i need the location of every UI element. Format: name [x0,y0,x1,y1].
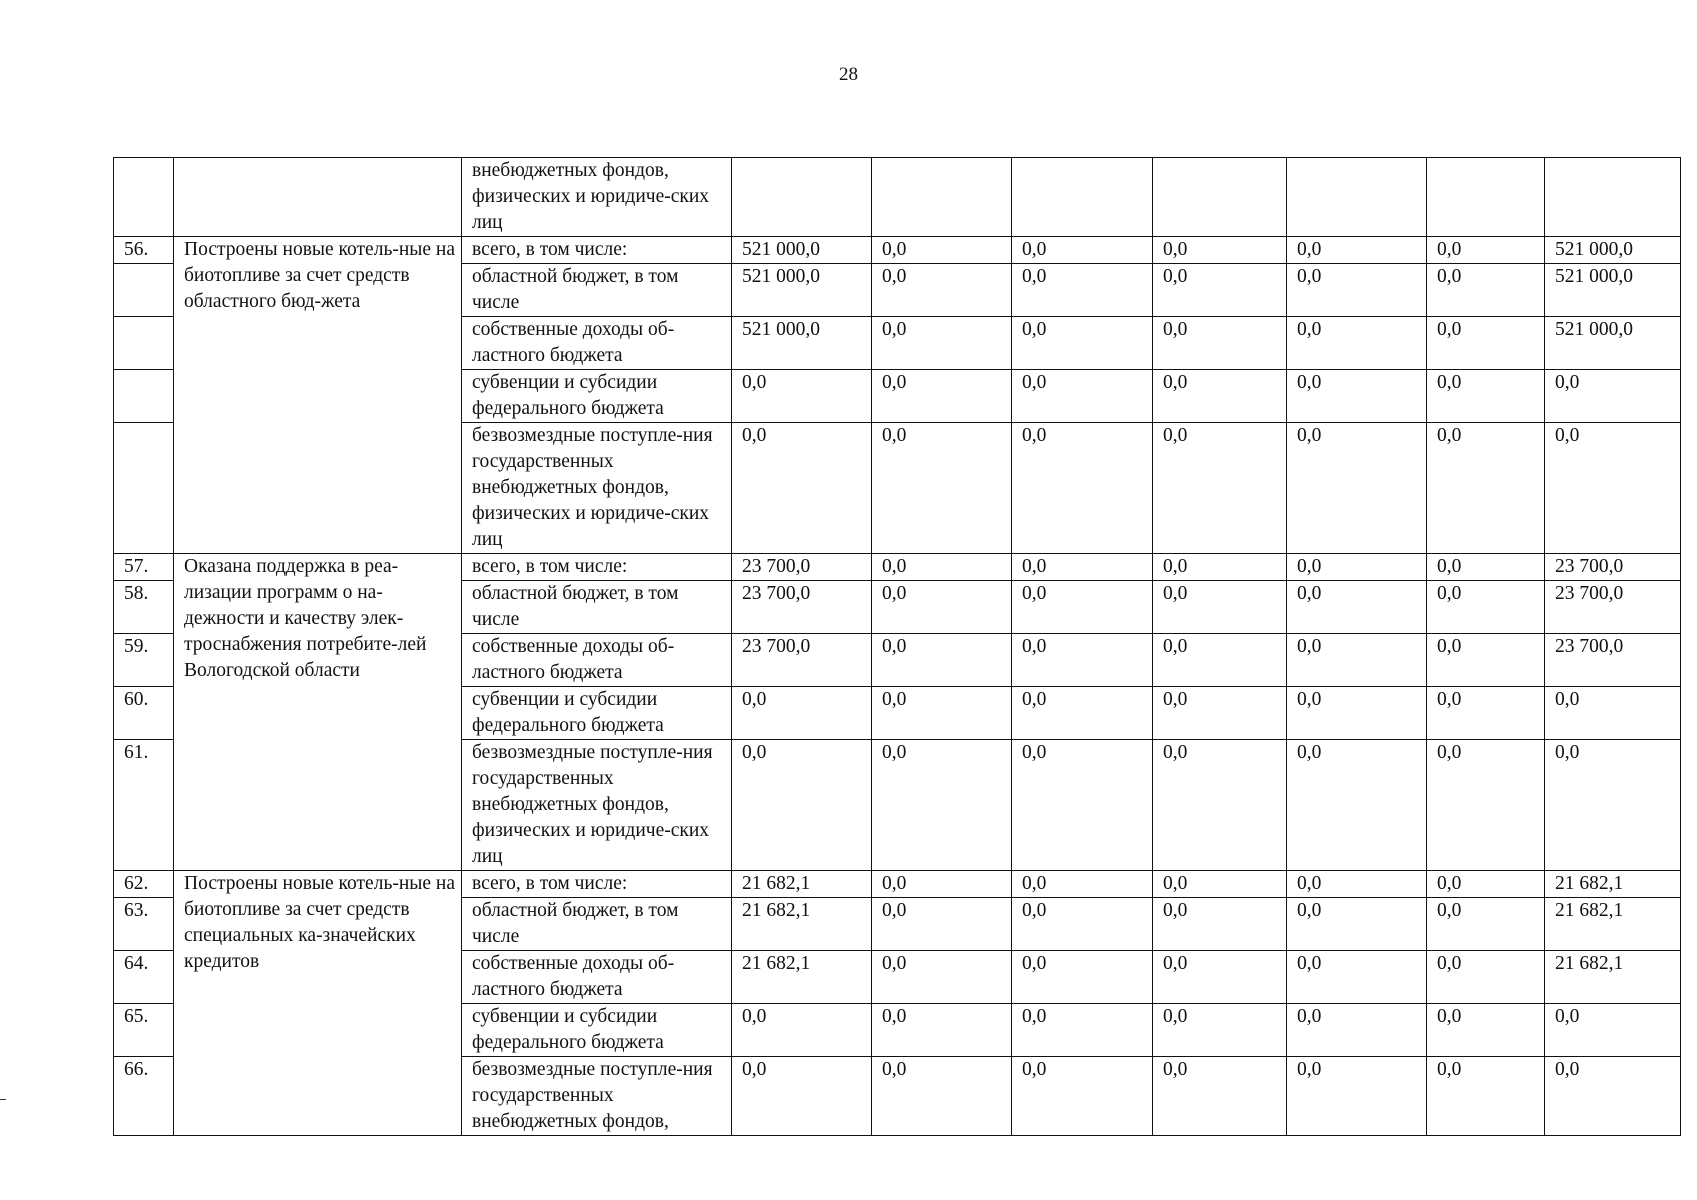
value-cell [732,158,872,237]
value-cell [872,158,1012,237]
value-cell: 0,0 [872,317,1012,370]
value-cell: 0,0 [1012,264,1153,317]
value-cell: 0,0 [732,740,872,871]
value-cell: 521 000,0 [732,264,872,317]
value-cell: 0,0 [1287,423,1427,554]
value-cell: 0,0 [1427,237,1545,264]
value-cell: 0,0 [1153,317,1287,370]
value-cell: 0,0 [1153,634,1287,687]
value-cell [1427,158,1545,237]
value-cell: 0,0 [1153,871,1287,898]
row-number-cell: 59. [114,634,174,687]
value-cell: 0,0 [1427,423,1545,554]
row-number-cell: 60. [114,687,174,740]
value-cell: 0,0 [732,1004,872,1057]
value-cell: 0,0 [872,634,1012,687]
value-cell: 0,0 [1012,898,1153,951]
value-cell: 23 700,0 [732,581,872,634]
value-cell: 0,0 [732,423,872,554]
value-cell: 0,0 [1287,898,1427,951]
value-cell: 0,0 [1153,740,1287,871]
value-cell: 0,0 [872,264,1012,317]
value-cell: 0,0 [1153,687,1287,740]
value-cell: 0,0 [872,1004,1012,1057]
table-body [114,158,1681,1136]
continuation-row [114,158,1681,237]
value-cell: 0,0 [1012,581,1153,634]
value-cell: 0,0 [1427,871,1545,898]
value-cell: 521 000,0 [1545,317,1681,370]
value-cell: 521 000,0 [1545,264,1681,317]
value-cell: 0,0 [872,687,1012,740]
value-cell: 0,0 [1287,951,1427,1004]
value-cell: 0,0 [1012,740,1153,871]
value-cell: 0,0 [872,951,1012,1004]
value-cell: 0,0 [1153,1004,1287,1057]
funding-source-cell: собственные доходы об-ластного бюджета [462,317,732,370]
value-cell: 0,0 [1545,370,1681,423]
funding-source-cell: безвозмездные поступле-ния государственных внебюджетных фондов, физических и юридиче-ских лиц [462,423,732,554]
row-number-cell [114,158,174,237]
value-cell: 0,0 [732,1057,872,1136]
value-cell: 21 682,1 [732,951,872,1004]
value-cell: 21 682,1 [1545,871,1681,898]
event-name-cell: Построены новые котель-ные на биотопливе за счет средств областного бюд-жета [174,237,462,554]
value-cell [1153,158,1287,237]
row-number-cell: 63. [114,898,174,951]
row-number-cell [114,264,174,317]
value-cell: 23 700,0 [732,554,872,581]
value-cell: 0,0 [1427,898,1545,951]
value-cell: 0,0 [1545,423,1681,554]
value-cell: 0,0 [1287,237,1427,264]
value-cell: 23 700,0 [732,634,872,687]
value-cell [1287,158,1427,237]
funding-source-cell: всего, в том числе: [462,554,732,581]
value-cell: 0,0 [1287,687,1427,740]
row-number-cell [114,317,174,370]
value-cell [1545,158,1681,237]
value-cell: 21 682,1 [1545,951,1681,1004]
event-name-cell [174,158,462,237]
funding-source-cell: областной бюджет, в том числе [462,898,732,951]
table-row [114,871,1681,898]
value-cell: 0,0 [872,237,1012,264]
row-number-cell: 57. [114,554,174,581]
value-cell: 0,0 [1012,317,1153,370]
funding-source-cell: всего, в том числе: [462,871,732,898]
value-cell: 0,0 [1012,687,1153,740]
margin-mark [0,1099,6,1100]
value-cell: 0,0 [1153,951,1287,1004]
funding-source-cell: субвенции и субсидии федерального бюджета [462,370,732,423]
value-cell: 0,0 [1012,370,1153,423]
value-cell: 0,0 [732,370,872,423]
row-number-cell: 58. [114,581,174,634]
funding-source-cell: областной бюджет, в том числе [462,581,732,634]
value-cell: 0,0 [1545,740,1681,871]
value-cell: 0,0 [1427,317,1545,370]
value-cell: 0,0 [872,581,1012,634]
table-row [114,554,1681,581]
value-cell: 0,0 [872,871,1012,898]
value-cell: 0,0 [1153,581,1287,634]
row-number-cell: 65. [114,1004,174,1057]
funding-source-cell: субвенции и субсидии федерального бюджета [462,1004,732,1057]
value-cell: 0,0 [1287,1057,1427,1136]
value-cell: 23 700,0 [1545,634,1681,687]
value-cell: 0,0 [1153,264,1287,317]
value-cell: 0,0 [872,554,1012,581]
value-cell: 521 000,0 [1545,237,1681,264]
value-cell: 21 682,1 [732,898,872,951]
value-cell [1012,158,1153,237]
funding-source-cell: безвозмездные поступле-ния государственных внебюджетных фондов, [462,1057,732,1136]
value-cell: 0,0 [1427,740,1545,871]
row-number-cell: 61. [114,740,174,871]
funding-source-cell: субвенции и субсидии федерального бюджета [462,687,732,740]
row-number-cell: 62. [114,871,174,898]
value-cell: 0,0 [1427,264,1545,317]
value-cell: 521 000,0 [732,237,872,264]
value-cell: 0,0 [1153,1057,1287,1136]
page-number: 28 [839,64,858,85]
value-cell: 0,0 [1012,1004,1153,1057]
value-cell: 0,0 [1427,370,1545,423]
value-cell: 0,0 [872,1057,1012,1136]
value-cell: 0,0 [1545,1057,1681,1136]
value-cell: 0,0 [1427,687,1545,740]
value-cell: 0,0 [1012,951,1153,1004]
value-cell: 23 700,0 [1545,581,1681,634]
funding-source-cell: безвозмездные поступле-ния государственных внебюджетных фондов, физических и юридиче-ских лиц [462,740,732,871]
value-cell: 0,0 [872,898,1012,951]
funding-source-cell: всего, в том числе: [462,237,732,264]
value-cell: 0,0 [1153,898,1287,951]
value-cell: 0,0 [1287,554,1427,581]
value-cell: 0,0 [1427,951,1545,1004]
value-cell: 0,0 [1153,370,1287,423]
value-cell: 0,0 [1545,687,1681,740]
table-row [114,237,1681,264]
value-cell: 0,0 [1153,554,1287,581]
value-cell: 0,0 [1427,581,1545,634]
value-cell: 0,0 [872,740,1012,871]
value-cell: 0,0 [1427,554,1545,581]
value-cell: 0,0 [1287,634,1427,687]
value-cell: 0,0 [1287,871,1427,898]
value-cell: 0,0 [1012,423,1153,554]
value-cell: 21 682,1 [732,871,872,898]
value-cell: 0,0 [1287,264,1427,317]
value-cell: 0,0 [1012,634,1153,687]
event-name-cell: Построены новые котель-ные на биотопливе за счет средств специальных ка-значейских кредитов [174,871,462,1136]
value-cell: 0,0 [1287,1004,1427,1057]
value-cell: 21 682,1 [1545,898,1681,951]
funding-source-cell: собственные доходы об-ластного бюджета [462,951,732,1004]
value-cell: 0,0 [1427,1004,1545,1057]
funding-source-cell: собственные доходы об-ластного бюджета [462,634,732,687]
value-cell: 0,0 [1287,740,1427,871]
value-cell: 0,0 [1153,423,1287,554]
value-cell: 0,0 [1287,317,1427,370]
budget-table [113,157,1681,1136]
funding-source-cell: областной бюджет, в том числе [462,264,732,317]
value-cell: 0,0 [1287,370,1427,423]
value-cell: 0,0 [732,687,872,740]
row-number-cell [114,423,174,554]
value-cell: 521 000,0 [732,317,872,370]
value-cell: 0,0 [1153,237,1287,264]
value-cell: 0,0 [872,423,1012,554]
row-number-cell: 56. [114,237,174,264]
value-cell: 0,0 [1427,1057,1545,1136]
value-cell: 0,0 [872,370,1012,423]
value-cell: 0,0 [1012,237,1153,264]
event-name-cell: Оказана поддержка в реа-лизации программ о на-дежности и качеству элек-троснабжения потребите-лей Вологодской области [174,554,462,871]
row-number-cell: 66. [114,1057,174,1136]
value-cell: 0,0 [1287,581,1427,634]
value-cell: 0,0 [1545,1004,1681,1057]
value-cell: 0,0 [1427,634,1545,687]
row-number-cell [114,370,174,423]
row-number-cell: 64. [114,951,174,1004]
value-cell: 0,0 [1012,554,1153,581]
funding-source-cell: внебюджетных фондов, физических и юридиче-ских лиц [462,158,732,237]
value-cell: 0,0 [1012,871,1153,898]
value-cell: 0,0 [1012,1057,1153,1136]
value-cell: 23 700,0 [1545,554,1681,581]
